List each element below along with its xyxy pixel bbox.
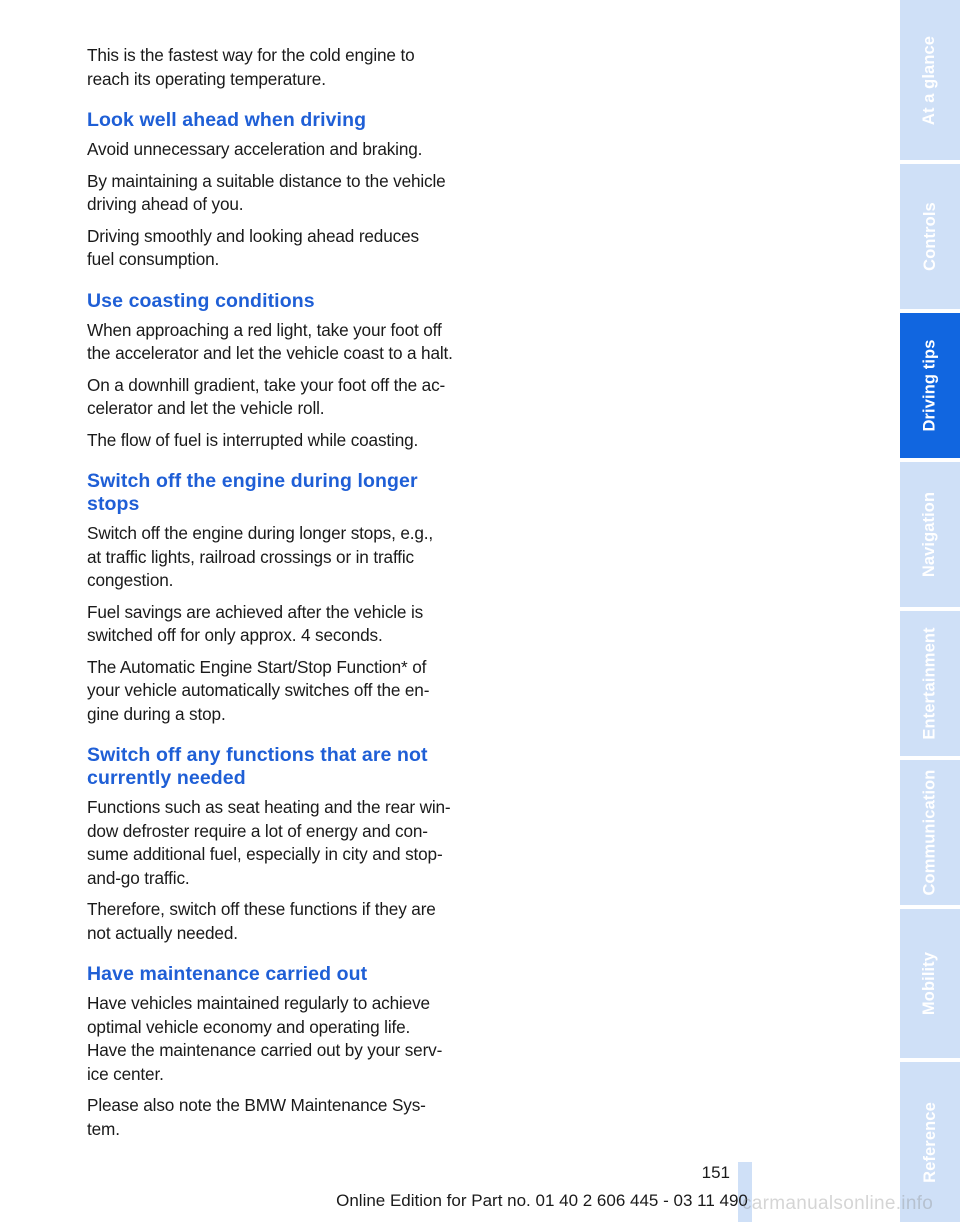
body-paragraph: When approaching a red light, take your foot off the accelerator and let the vehicle coast to a halt. — [87, 319, 453, 363]
tab-mobility[interactable] — [900, 909, 960, 1058]
section-heading: Have maintenance carried out — [87, 963, 368, 985]
tab-at-a-glance[interactable] — [900, 0, 960, 160]
body-paragraph: On a downhill gradient, take your foot off the ac‐ celerator and let the vehicle roll. — [87, 374, 446, 418]
tab-label: Reference — [920, 1101, 939, 1183]
footer-edition: Online Edition for Part no. 01 40 2 606 445 - 03 11 490 — [336, 1191, 748, 1210]
page-number: 151 — [701, 1163, 730, 1182]
tab-entertainment[interactable] — [900, 611, 960, 756]
section-heading: Use coasting conditions — [87, 289, 315, 312]
tab-driving-tips[interactable] — [900, 313, 960, 458]
tab-navigation[interactable] — [900, 462, 960, 607]
watermark: carmanualsonline.info — [742, 1193, 934, 1214]
body-paragraph: Functions such as seat heating and the rear win‐ dow defroster require a lot of energy and con‐ sume additional fuel, especially in city and stop- and-go traffic. — [87, 797, 451, 888]
body-paragraph: The Automatic Engine Start/Stop Function* of your vehicle automatically switches off the en‐ gine during a stop. — [87, 656, 430, 724]
body-paragraph: Switch off the engine during longer stops, e.g., at traffic lights, railroad crossings or in traffic congestion. — [87, 523, 434, 590]
body-paragraph: The flow of fuel is interrupted while coasting. — [87, 429, 419, 450]
body-paragraph: Have vehicles maintained regularly to achieve optimal vehicle economy and operating life. Have the maintenance carried out by your serv‐ ice center. — [87, 993, 443, 1084]
chapter-tabs — [900, 0, 960, 1222]
section-heading: Switch off any functions that are not currently needed — [87, 744, 428, 789]
body-paragraph: By maintaining a suitable distance to the vehicle driving ahead of you. — [87, 170, 446, 214]
tab-communication[interactable] — [900, 760, 960, 905]
body-paragraph: Avoid unnecessary acceleration and braking. — [87, 139, 423, 159]
page-content — [87, 44, 465, 1149]
tab-label: Communication — [920, 769, 939, 896]
body-paragraph: Driving smoothly and looking ahead reduces fuel consumption. — [87, 225, 419, 269]
section-heading: Look well ahead when driving — [87, 109, 367, 131]
section-heading: Switch off the engine during longer stops — [87, 470, 418, 515]
body-paragraph: Therefore, switch off these functions if they are not actually needed. — [87, 899, 436, 943]
tab-controls[interactable] — [900, 164, 960, 309]
tab-label: Entertainment — [920, 627, 939, 740]
tab-label: Mobility — [920, 951, 939, 1016]
body-paragraph: This is the fastest way for the cold engine to reach its operating temperature. — [87, 45, 415, 89]
tab-label: Navigation — [920, 491, 939, 578]
tab-label: Controls — [920, 202, 939, 271]
body-paragraph: Please also note the BMW Maintenance Sys‐ tem. — [87, 1095, 426, 1139]
tab-label: Driving tips — [920, 339, 939, 432]
tab-label: At a glance — [920, 35, 939, 125]
body-paragraph: Fuel savings are achieved after the vehicle is switched off for only approx. 4 seconds. — [87, 601, 424, 645]
